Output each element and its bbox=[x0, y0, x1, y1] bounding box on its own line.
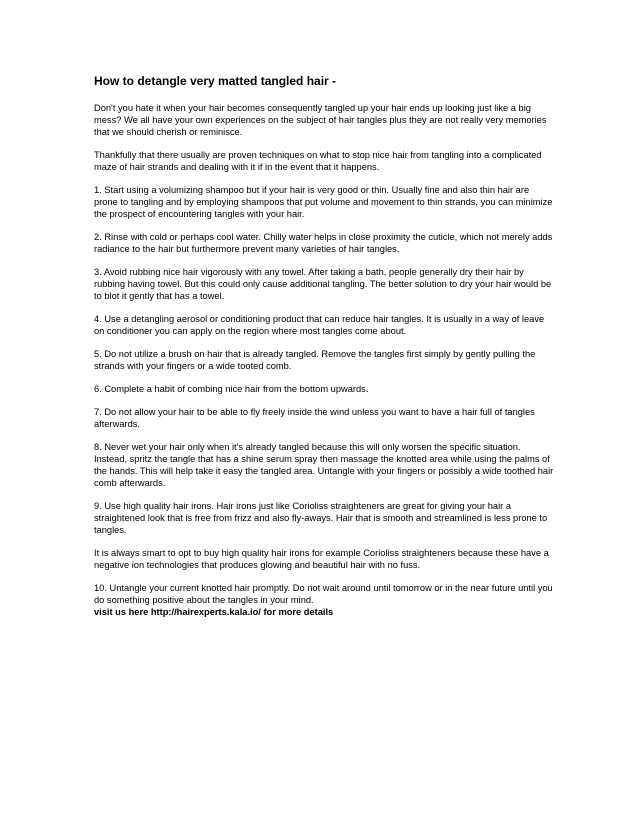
paragraph-intro: Don't you hate it when your hair becomes consequently tangled up your hair ends up looking just like a big mess? We all have your own experiences on the subject of hair tangles plus they are not really very memories that we should cherish or reminisce. bbox=[94, 103, 547, 137]
visit-link-line[interactable]: visit us here http://hairexperts.kala.io/ for more details bbox=[94, 607, 334, 617]
paragraph-tip-9: 9. Use high quality hair irons. Hair irons just like Corioliss straighteners are great for giving your hair a straightened look that is free from frizz and also fly-aways. Hair that is smooth and streamlined is less prone to tangles. bbox=[94, 501, 548, 535]
paragraph-tip-5: 5. Do not utilize a brush on hair that is already tangled. Remove the tangles first simply by gently pulling the strands with your fingers or a wide tooted comb. bbox=[94, 349, 536, 371]
paragraph-tip-7: 7. Do not allow your hair to be able to fly freely inside the wind unless you want to have a hair full of tangles afterwards. bbox=[94, 407, 535, 429]
paragraph-tip-1: 1. Start using a volumizing shampoo but if your hair is very good or thin. Usually fine and also thin hair are prone to tangling and by employing shampoos that put volume and movement to thin strands, you can minimize the prospect of encountering tangles with your hair. bbox=[94, 185, 553, 219]
paragraph-thankfully: Thankfully that there usually are proven techniques on what to stop nice hair from tangling into a complicated maze of hair strands and dealing with it if in the event that it happens. bbox=[94, 150, 542, 172]
document-page bbox=[94, 74, 554, 618]
paragraph-tip-3: 3. Avoid rubbing nice hair vigorously with any towel. After taking a bath, people generally dry their hair by rubbing having towel. But this could only cause additional tangling. The better solution to dry your hair would be to blot it gently that has a towel. bbox=[94, 267, 552, 301]
paragraph-tip-2: 2. Rinse with cold or perhaps cool water. Chilly water helps in close proximity the cuticle, which not merely adds radiance to the hair but furthermore prevent many varieties of hair tangles. bbox=[94, 232, 553, 254]
paragraph-tip-6: 6. Complete a habit of combing nice hair from the bottom upwards. bbox=[94, 384, 369, 394]
paragraph-tip-8: 8. Never wet your hair only when it's already tangled because this will only worsen the specific situation. Instead, spritz the tangle that has a shine serum spray then massage the knotted area while using the palms of the hands. This will help take it easy the tangled area. Untangle with your fingers or possibly a wide toothed hair comb afterwards. bbox=[94, 442, 554, 488]
paragraph-hair-irons: It is always smart to opt to buy high quality hair irons for example Corioliss straighteners because these have a negative ion technologies that produces glowing and beautiful hair with no fuss. bbox=[94, 548, 549, 570]
paragraph-tip-4: 4. Use a detangling aerosol or conditioning product that can reduce hair tangles. It is usually in a way of leave on conditioner you can apply on the region where most tangles come about. bbox=[94, 314, 545, 336]
paragraph-tip-10: 10. Untangle your current knotted hair promptly. Do not wait around until tomorrow or in the near future until you do something positive about the tangles in your mind. bbox=[94, 583, 553, 605]
document-title: How to detangle very matted tangled hair - bbox=[94, 74, 337, 88]
